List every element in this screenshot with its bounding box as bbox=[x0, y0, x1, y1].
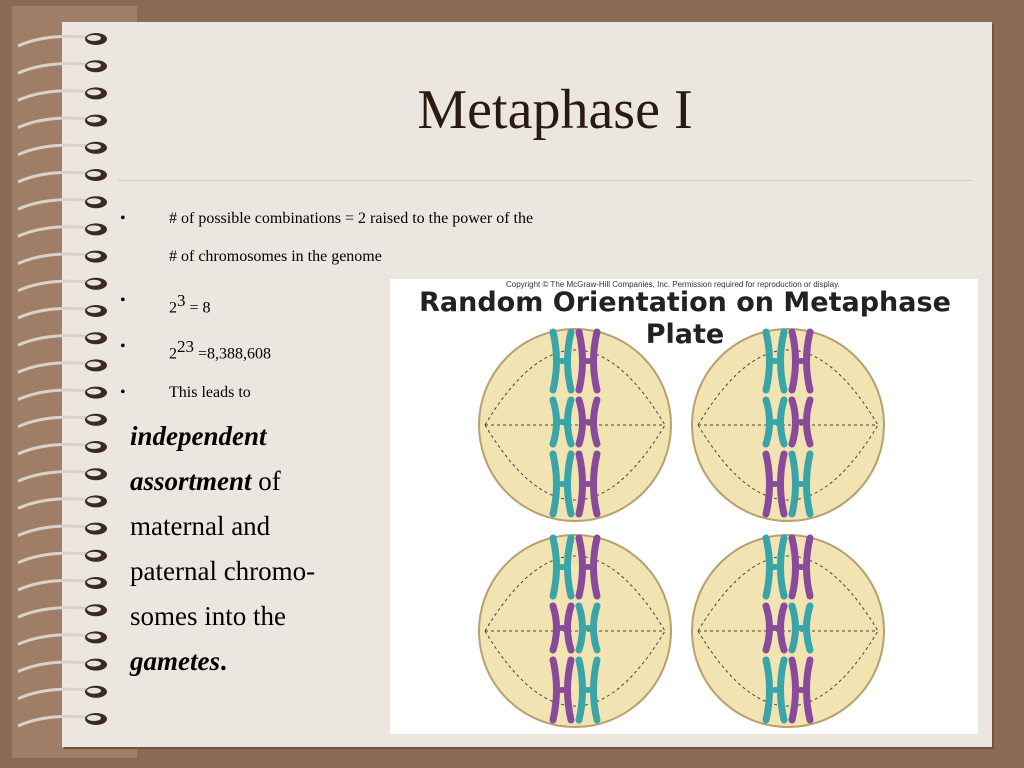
chromatid-right bbox=[781, 400, 785, 444]
centromere bbox=[796, 358, 806, 364]
chromatid-left bbox=[553, 454, 557, 514]
chromatid-left bbox=[553, 332, 557, 390]
chromatid-right bbox=[594, 660, 598, 720]
coil-highlight bbox=[87, 525, 101, 531]
centromere bbox=[770, 358, 780, 364]
coil-highlight bbox=[87, 144, 101, 150]
centromere bbox=[557, 564, 567, 570]
chromatid-left bbox=[553, 606, 557, 650]
coil-highlight bbox=[87, 117, 101, 123]
chromatid-left bbox=[766, 538, 770, 596]
figure-copyright: Copyright © The McGraw-Hill Companies, Inc. Permission required for reproduction or display. bbox=[506, 280, 840, 289]
exponent: 3 bbox=[177, 291, 186, 310]
slide-title: Metaphase I bbox=[417, 79, 693, 141]
chromatid-left bbox=[579, 454, 583, 514]
chromatid-right bbox=[568, 606, 572, 650]
bullet-dot: • bbox=[120, 292, 126, 309]
chromatid-left bbox=[792, 454, 796, 514]
chromatid-left bbox=[579, 332, 583, 390]
centromere bbox=[583, 564, 593, 570]
text-of: of bbox=[251, 466, 281, 496]
coil-highlight bbox=[87, 470, 101, 476]
chromatid-right bbox=[807, 400, 811, 444]
cell-diagrams bbox=[390, 279, 978, 734]
chromatid-left bbox=[792, 538, 796, 596]
emphasis-assortment: assortment bbox=[130, 466, 252, 496]
chromatid-right bbox=[781, 538, 785, 596]
continuation-line-5: somes into the bbox=[130, 601, 286, 631]
chromatid-left bbox=[766, 454, 770, 514]
centromere bbox=[557, 481, 567, 487]
chromatid-right bbox=[568, 660, 572, 720]
coil-highlight bbox=[87, 661, 101, 667]
coil-highlight bbox=[87, 552, 101, 558]
centromere bbox=[770, 419, 780, 425]
bullet-text-line2: # of chromosomes in the genome bbox=[169, 248, 382, 265]
coil-highlight bbox=[87, 171, 101, 177]
chromatid-right bbox=[807, 660, 811, 720]
chromatid-left bbox=[792, 606, 796, 650]
continuation-line-6: gametes. bbox=[130, 646, 227, 676]
chromatid-right bbox=[594, 332, 598, 390]
chromatid-right bbox=[807, 332, 811, 390]
coil-highlight bbox=[87, 361, 101, 367]
emphasis-gametes: gametes bbox=[130, 646, 220, 676]
centromere bbox=[583, 625, 593, 631]
coil-highlight bbox=[87, 334, 101, 340]
chromatid-right bbox=[781, 660, 785, 720]
chromatid-left bbox=[792, 660, 796, 720]
coil-highlight bbox=[87, 389, 101, 395]
centromere bbox=[583, 687, 593, 693]
chromatid-left bbox=[766, 332, 770, 390]
bullet-dot: • bbox=[120, 210, 126, 227]
coil-highlight bbox=[87, 280, 101, 286]
coil-highlight bbox=[87, 579, 101, 585]
chromatid-left bbox=[766, 606, 770, 650]
centromere bbox=[583, 481, 593, 487]
bullet-text-line1: # of possible combinations = 2 raised to the power of the bbox=[169, 210, 534, 227]
bullet-dot: • bbox=[120, 338, 126, 355]
exponent: 23 bbox=[177, 337, 194, 356]
coil-highlight bbox=[87, 253, 101, 259]
result: = 8 bbox=[185, 299, 211, 317]
chromatid-right bbox=[807, 606, 811, 650]
result: =8,388,608 bbox=[194, 345, 272, 363]
coil-highlight bbox=[87, 606, 101, 612]
coil-highlight bbox=[87, 416, 101, 422]
centromere bbox=[557, 419, 567, 425]
chromatid-left bbox=[766, 400, 770, 444]
chromatid-right bbox=[807, 454, 811, 514]
centromere bbox=[796, 481, 806, 487]
centromere bbox=[796, 625, 806, 631]
continuation-line-4: paternal chromo- bbox=[130, 556, 316, 586]
chromatid-right bbox=[781, 454, 785, 514]
chromatid-left bbox=[553, 660, 557, 720]
chromatid-right bbox=[594, 606, 598, 650]
centromere bbox=[557, 687, 567, 693]
centromere bbox=[770, 625, 780, 631]
chromatid-right bbox=[568, 332, 572, 390]
bullet-text bbox=[169, 282, 211, 327]
centromere bbox=[796, 419, 806, 425]
continuation-line-2 bbox=[130, 466, 281, 496]
chromatid-left bbox=[766, 660, 770, 720]
chromatid-right bbox=[594, 538, 598, 596]
cell-bottom-right bbox=[692, 535, 884, 727]
coil-highlight bbox=[87, 62, 101, 68]
base: 2 bbox=[169, 345, 177, 363]
bullet-dot: • bbox=[120, 384, 126, 401]
coil-highlight bbox=[87, 89, 101, 95]
chromatid-right bbox=[807, 538, 811, 596]
centromere bbox=[796, 564, 806, 570]
chromatid-left bbox=[579, 400, 583, 444]
centromere bbox=[583, 419, 593, 425]
cell-top-left bbox=[479, 329, 671, 521]
chromatid-left bbox=[553, 538, 557, 596]
coil-highlight bbox=[87, 443, 101, 449]
figure-title: Random Orientation on Metaphase Plate bbox=[419, 287, 951, 350]
chromatid-right bbox=[781, 332, 785, 390]
cell-top-right bbox=[692, 329, 884, 521]
chromatid-right bbox=[781, 606, 785, 650]
coil-highlight bbox=[87, 715, 101, 721]
bullet-text bbox=[169, 328, 271, 373]
chromatid-left bbox=[553, 400, 557, 444]
chromatid-left bbox=[792, 332, 796, 390]
bullet-text: This leads to bbox=[169, 384, 251, 401]
chromatid-left bbox=[579, 606, 583, 650]
continuation-line-1 bbox=[130, 421, 267, 451]
base: 2 bbox=[169, 299, 177, 317]
centromere bbox=[796, 687, 806, 693]
coil-highlight bbox=[87, 497, 101, 503]
chromatid-right bbox=[568, 454, 572, 514]
chromatid-left bbox=[579, 660, 583, 720]
continuation-line-3: maternal and bbox=[130, 511, 271, 541]
chromatid-left bbox=[792, 400, 796, 444]
coil-highlight bbox=[87, 225, 101, 231]
chromatid-right bbox=[568, 400, 572, 444]
chromatid-right bbox=[594, 400, 598, 444]
centromere bbox=[770, 687, 780, 693]
centromere bbox=[557, 358, 567, 364]
emphasis-independent: independent bbox=[130, 421, 267, 451]
centromere bbox=[583, 358, 593, 364]
coil-highlight bbox=[87, 198, 101, 204]
coil-highlight bbox=[87, 307, 101, 313]
centromere bbox=[557, 625, 567, 631]
coil-highlight bbox=[87, 688, 101, 694]
spiral-binding bbox=[0, 0, 140, 768]
bullet-text bbox=[169, 200, 533, 276]
centromere bbox=[770, 564, 780, 570]
chromatid-left bbox=[579, 538, 583, 596]
chromatid-right bbox=[594, 454, 598, 514]
coil-highlight bbox=[87, 633, 101, 639]
chromatid-right bbox=[568, 538, 572, 596]
coil-highlight bbox=[87, 35, 101, 41]
cell-bottom-left bbox=[479, 535, 671, 727]
title-divider bbox=[118, 180, 972, 181]
centromere bbox=[770, 481, 780, 487]
